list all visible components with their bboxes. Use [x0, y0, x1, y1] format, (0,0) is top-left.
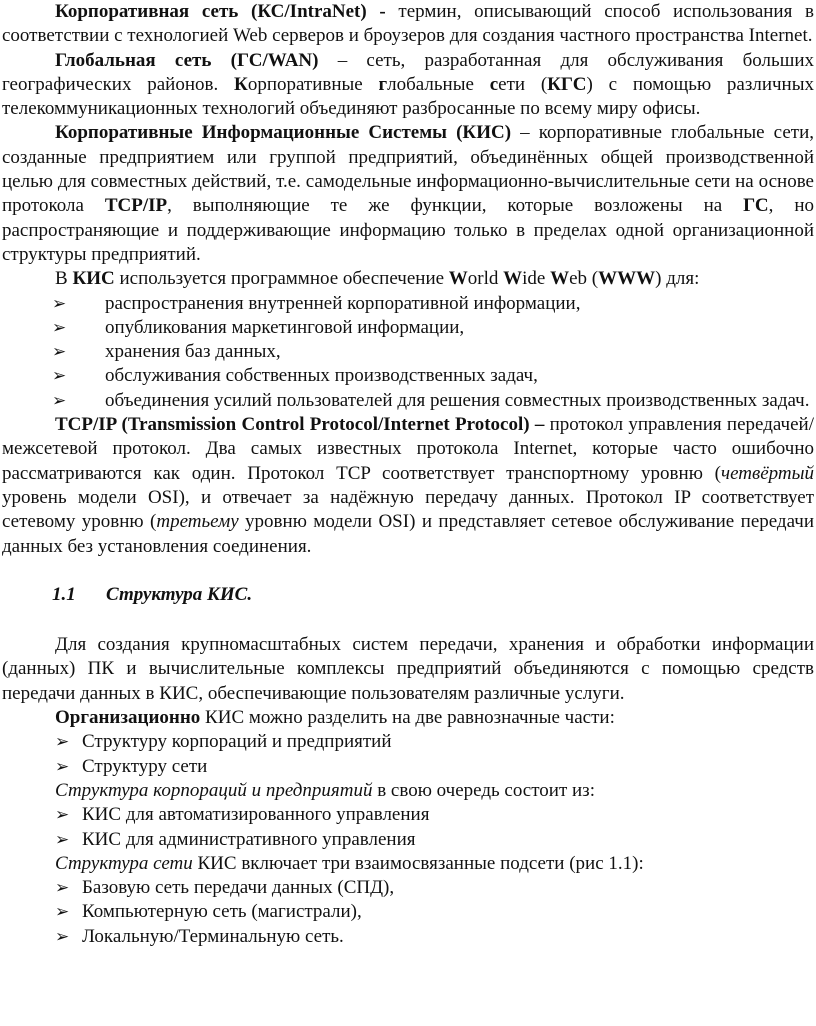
arrow-bullet-icon: ➢: [55, 878, 70, 899]
paragraph-organization: [2, 706, 814, 730]
bold-letter: К: [234, 73, 248, 95]
list-item: [2, 803, 814, 827]
abbr-www: WWW: [598, 268, 656, 290]
italic-phrase: Структура корпораций и предприятий: [55, 779, 373, 801]
paragraph-text: орпоративные: [247, 73, 379, 95]
arrow-bullet-icon: ➢: [55, 732, 70, 753]
term-kis: Корпоративные Информационные Системы (КИС): [55, 122, 512, 144]
paragraph-text: В: [55, 268, 73, 290]
arrow-bullet-icon: ➢: [55, 829, 70, 850]
arrow-bullet-icon: ➢: [55, 902, 70, 923]
paragraph-text: , но распространяющие и поддерживающие информацию только в пределах одной организационной структуры предприятий.: [2, 195, 814, 265]
list-item: [2, 900, 814, 924]
section-heading: [2, 583, 814, 607]
arrow-bullet-icon: ➢: [52, 390, 67, 411]
list-item-text: распространения внутренней корпоративной информации,: [105, 292, 581, 314]
paragraph-tcpip: [2, 413, 814, 559]
bold-letter: с: [489, 73, 499, 95]
bold-letter: г: [378, 73, 388, 95]
arrow-bullet-icon: ➢: [52, 366, 67, 387]
arrow-bullet-icon: ➢: [52, 317, 67, 338]
paragraph-text: КИС можно разделить на две равнозначные части:: [200, 707, 615, 729]
list-item-text: Базовую сеть передачи данных (СПД),: [82, 877, 395, 899]
paragraph-text: – корпоративные глобальные сети, созданные предприятием или группой предприятий, объединённых общей производственной целью для совместных действий, т.е. самодельные информационно-вычислительные сети на основе протокола: [2, 122, 814, 217]
bold-letter: W: [550, 268, 570, 290]
arrow-bullet-icon: ➢: [55, 756, 70, 777]
list-item: [2, 828, 814, 852]
list-item: [2, 292, 814, 316]
term-intranet: Корпоративная сеть (КС/IntraNet) -: [55, 1, 386, 22]
list-item: [2, 876, 814, 900]
arrow-bullet-icon: ➢: [52, 342, 67, 363]
italic-word: четвёртый: [721, 462, 814, 484]
paragraph-text: ) с помощью различных телекоммуникационных технологий объединяют разбросанные по всему миру офисы.: [2, 73, 814, 120]
paragraph-text: протокол управления передачей/межсетевой протокол. Два самых известных протокола Internet, которые часто ошибочно рассматриваются как один. Протокол TCP соответствует транспортному уровню (: [2, 414, 814, 484]
bold-word: Организационно: [55, 707, 201, 729]
section-number: 1.1: [52, 583, 76, 605]
italic-word: третьему: [156, 511, 239, 533]
paragraph-text: ) для:: [655, 268, 700, 290]
paragraph-wan: [2, 49, 814, 122]
paragraph-text: уровню модели OSI) и представляет сетевое обслуживание передачи данных без установления соединения.: [2, 511, 814, 557]
list-item: [2, 316, 814, 340]
list-item-text: обслуживания собственных производственных задач,: [105, 365, 538, 387]
paragraph-text: ide: [522, 268, 551, 290]
italic-phrase: Структура сети: [55, 852, 193, 874]
list-item-text: КИС для административного управления: [82, 828, 416, 850]
paragraph-text: ети (: [498, 73, 548, 95]
arrow-bullet-icon: ➢: [52, 293, 67, 314]
list-item-text: Локальную/Терминальную сеть.: [82, 925, 344, 947]
paragraph-text: orld: [467, 268, 504, 290]
corp-structure-list: [2, 803, 814, 852]
list-item: [2, 755, 814, 779]
paragraph-text: используется программное обеспечение: [114, 268, 449, 290]
list-item-text: хранения баз данных,: [105, 341, 281, 363]
paragraph-text: – сеть, разработанная для обслуживания больших географических районов.: [2, 49, 815, 95]
bold-letter: W: [448, 268, 468, 290]
paragraph-text: КИС включает три взаимосвязанные подсети (рис 1.1):: [192, 852, 644, 874]
arrow-bullet-icon: ➢: [55, 805, 70, 826]
paragraph-www: [2, 267, 814, 291]
list-item-text: Компьютерную сеть (магистрали),: [82, 901, 362, 923]
abbr-kis: КИС: [72, 268, 115, 290]
purpose-list: [2, 292, 814, 413]
list-item: [2, 364, 814, 388]
list-item: [2, 925, 814, 949]
paragraph-text: , выполняющие те же функции, которые возложены на: [167, 195, 744, 217]
net-structure-list: [2, 876, 814, 949]
paragraph-text: eb (: [569, 268, 599, 290]
paragraph-corp-structure: [2, 779, 814, 803]
list-item: [2, 340, 814, 364]
term-wan: Глобальная сеть (ГС/WAN): [55, 49, 319, 71]
list-item-text: КИС для автоматизированного управления: [82, 804, 430, 826]
abbr-kgs: КГС: [547, 73, 587, 95]
list-item-text: Структуру сети: [82, 755, 208, 777]
term-tcpip: TCP/IP: [104, 195, 168, 217]
abbr-gs: ГС: [743, 195, 769, 217]
arrow-bullet-icon: ➢: [55, 926, 70, 947]
paragraph-kis: [2, 121, 814, 267]
organization-list: [2, 730, 814, 779]
list-item: [2, 389, 814, 413]
list-item-text: опубликования маркетинговой информации,: [105, 316, 465, 338]
paragraph-text: уровень модели OSI), и отвечает за надёжную передачу данных. Протокол IP соответствует сетевому уровню (: [2, 486, 814, 533]
paragraph-text: термин, описывающий способ использования в соответствии с технологией Web серверов и броузеров для создания частного пространства Internet.: [2, 1, 814, 47]
section-title: Структура КИС.: [106, 583, 253, 605]
list-item-text: объединения усилий пользователей для решения совместных производственных задач.: [105, 389, 810, 411]
paragraph-text: в свою очередь состоит из:: [372, 779, 595, 801]
paragraph-net-structure: [2, 852, 814, 876]
bold-letter: W: [503, 268, 523, 290]
list-item-text: Структуру корпораций и предприятий: [82, 731, 392, 753]
paragraph-text: лобальные: [387, 73, 490, 95]
term-tcpip-full: TCP/IP (Transmission Control Protocol/Internet Protocol) –: [55, 414, 545, 436]
paragraph-creation: Для создания крупномасштабных систем передачи, хранения и обработки информации (данных) ПК и вычислительные комплексы предприятий объединяются с помощью средств передачи данных в КИС, обеспечивающие пользователям различные услуги.: [2, 634, 814, 704]
paragraph-intranet: [2, 0, 814, 49]
list-item: [2, 730, 814, 754]
